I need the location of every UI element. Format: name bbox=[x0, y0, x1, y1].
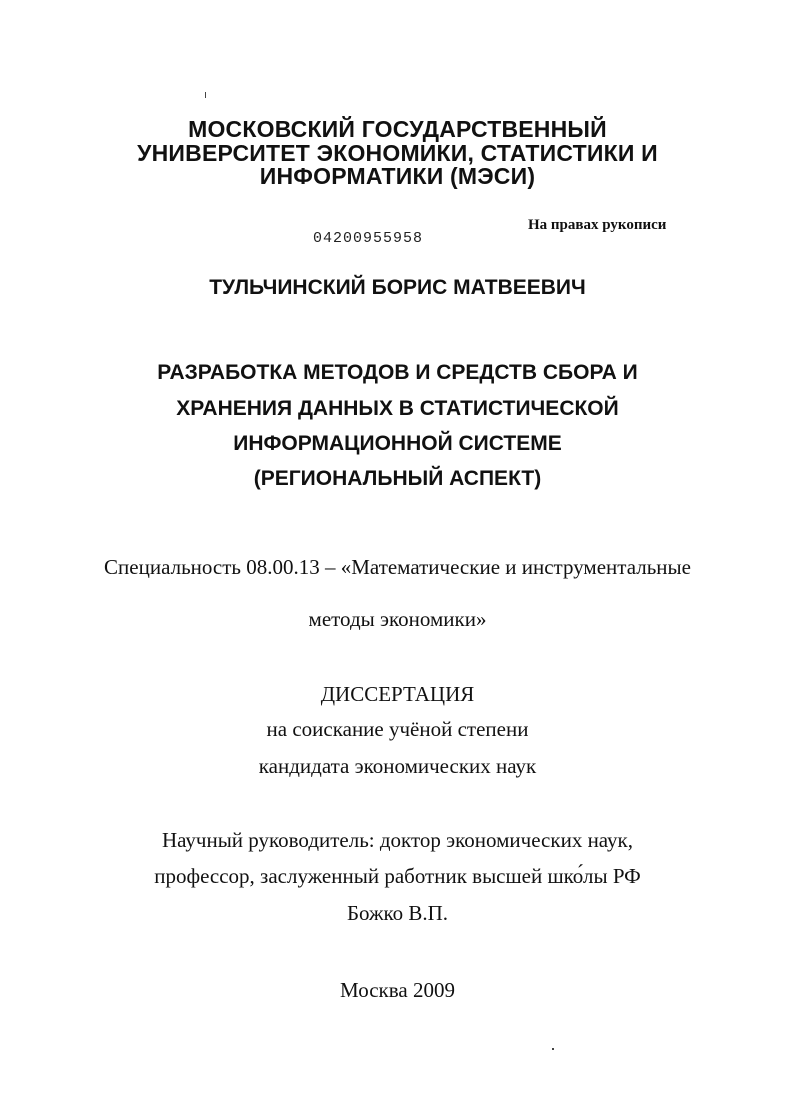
city-year: Москва 2009 bbox=[340, 978, 455, 1002]
specialty-line-1: Специальность 08.00.13 – «Математические и инструментальные bbox=[104, 555, 691, 579]
university-name-line-3: ИНФОРМАТИКИ (МЭСИ) bbox=[259, 163, 536, 189]
university-name-line-2: УНИВЕРСИТЕТ ЭКОНОМИКИ, СТАТИСТИКИ И bbox=[137, 140, 658, 166]
scan-speck bbox=[552, 1048, 554, 1050]
thesis-title-line-4: (РЕГИОНАЛЬНЫЙ АСПЕКТ) bbox=[253, 467, 542, 490]
supervisor-line-1: Научный руководитель: доктор экономических наук, bbox=[161, 828, 634, 852]
thesis-title-line-3: ИНФОРМАЦИОННОЙ СИСТЕМЕ bbox=[233, 432, 562, 455]
specialty-line-2: методы экономики» bbox=[308, 607, 487, 631]
thesis-title-line-1: РАЗРАБОТКА МЕТОДОВ И СРЕДСТВ СБОРА И bbox=[157, 361, 638, 384]
dissertation-degree-line-1: на соискание учёной степени bbox=[266, 717, 529, 741]
manuscript-note: На правах рукописи bbox=[528, 217, 667, 233]
author-name: ТУЛЬЧИНСКИЙ БОРИС МАТВЕЕВИЧ bbox=[209, 276, 586, 299]
dissertation-heading: ДИССЕРТАЦИЯ bbox=[320, 682, 475, 706]
scan-speck bbox=[205, 92, 206, 98]
supervisor-line-2: профессор, заслуженный работник высшей шко́лы РФ bbox=[154, 864, 641, 888]
dissertation-degree-line-2: кандидата экономических наук bbox=[258, 754, 537, 778]
supervisor-name: Божко В.П. bbox=[346, 901, 449, 925]
university-name-line-1: МОСКОВСКИЙ ГОСУДАРСТВЕННЫЙ bbox=[188, 116, 607, 142]
inventory-number: 04200955958 bbox=[313, 230, 424, 247]
thesis-title-line-2: ХРАНЕНИЯ ДАННЫХ В СТАТИСТИЧЕСКОЙ bbox=[176, 397, 619, 420]
